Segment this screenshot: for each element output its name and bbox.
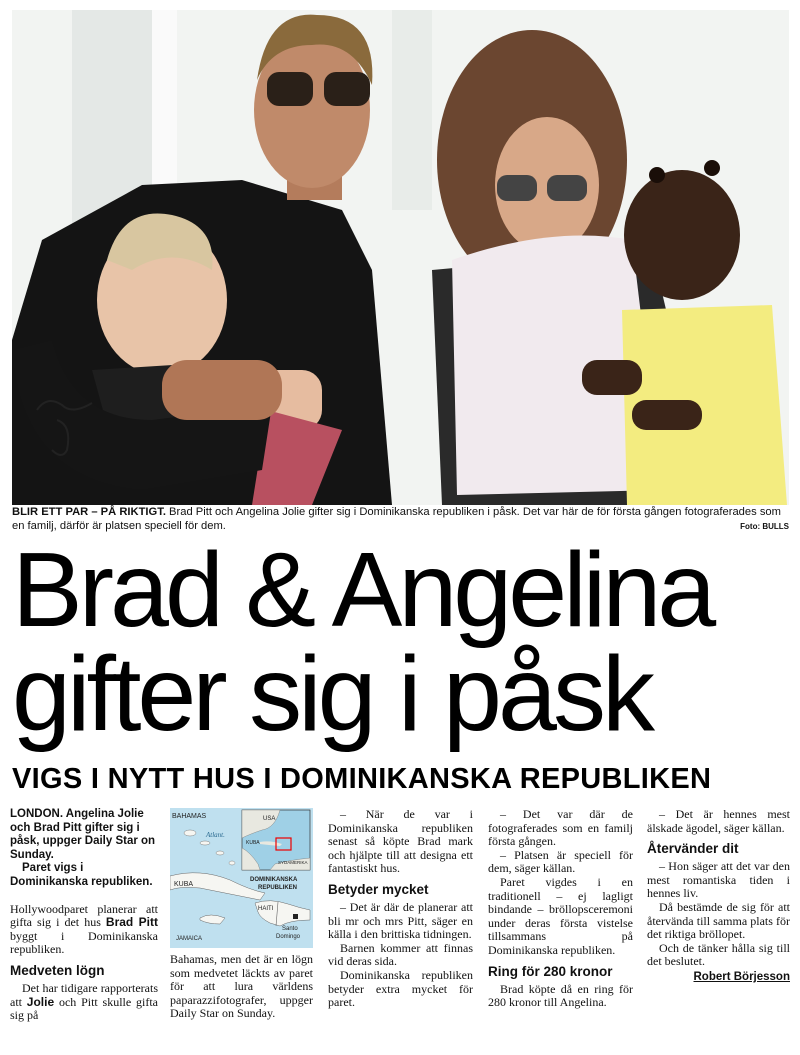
- map-graphic: [170, 808, 313, 948]
- article-column-1: [10, 808, 158, 1023]
- subheading: Ring för 280 kronor: [488, 963, 613, 979]
- map-label-bahamas: BAHAMAS: [172, 813, 207, 820]
- intro-2: Paret vigs i Dominikanska republiken.: [10, 862, 153, 888]
- family-photo: [12, 10, 789, 505]
- map-label-atlantic: Atlant.: [206, 831, 225, 839]
- paragraph: [10, 903, 158, 957]
- paragraph-text: och Pitt skulle gifta sig på: [10, 994, 158, 1023]
- article-column-3: [328, 808, 473, 1010]
- kicker: VIGS I NYTT HUS I DOMINIKANSKA REPUBLIKEN: [12, 763, 712, 795]
- byline: Robert Börjesson: [693, 970, 790, 983]
- subheading: Medveten lögn: [10, 962, 105, 978]
- map-label-jamaica: JAMAICA: [176, 936, 203, 942]
- map-label-kuba: KUBA: [174, 881, 194, 888]
- person-name: Brad Pitt: [105, 915, 158, 930]
- subheading: Betyder mycket: [328, 881, 429, 897]
- map-label-usa: USA: [263, 816, 276, 822]
- paragraph-text: Hollywoodparet planerar att gifta sig i det hus: [10, 901, 158, 930]
- person-name: Jolie: [26, 994, 55, 1009]
- paragraph: – Det var där de fotograferades som en familj första gången.: [488, 807, 633, 849]
- intro-text: Angelina Jolie och Brad Pitt gifter sig i påsk, uppger Daily Star on Sunday.: [10, 808, 156, 861]
- map-label-haiti: HAITI: [258, 906, 274, 912]
- map-label-republiken: REPUBLIKEN: [258, 885, 298, 891]
- paragraph: – Platsen är speciell för dem, säger källan.: [488, 847, 633, 876]
- subheading: Återvänder dit: [647, 841, 739, 857]
- caribbean-map: [170, 808, 313, 948]
- article-column-2: [170, 953, 313, 1021]
- map-label-santo: Santo: [282, 926, 298, 932]
- paragraph: Då bestämde de sig för att återvända till samma plats för det riktiga bröllopet.: [647, 899, 790, 942]
- headline-line-1: Brad & Angelina: [12, 531, 713, 649]
- map-label-domingo: Domingo: [276, 934, 301, 940]
- headline: [12, 531, 792, 753]
- paragraph: Bahamas, men det är en lögn som medvetet läckts av paret för att lura världens paparazzifotografer, uppger Daily Star on Sunday.: [170, 952, 313, 1021]
- paragraph: Dominikanska republiken betyder extra mycket för paret.: [328, 967, 473, 1010]
- paragraph: Brad köpte då en ring för 280 kronor till Angelina.: [488, 981, 633, 1010]
- paragraph: [10, 982, 158, 1023]
- caption-text: Brad Pitt och Angelina Jolie gifter sig i Dominikanska republiken i påsk. Det var här de för första gången fotograferades som en familj, därför är platsen speciell för dem.: [12, 506, 781, 532]
- paragraph: Barnen kommer att finnas vid deras sida.: [328, 940, 473, 969]
- article-column-4: [488, 808, 633, 1010]
- photo-illustration: [12, 10, 789, 505]
- map-label-kuba-inset: KUBA: [246, 840, 260, 846]
- paragraph: Och de tänker hålla sig till det beslutet.: [647, 940, 790, 969]
- caption-lead: BLIR ETT PAR – PÅ RIKTIGT.: [12, 506, 166, 518]
- article-column-5: [647, 808, 790, 985]
- headline-line-2: gifter sig i påsk: [12, 635, 651, 753]
- paragraph: – Hon säger att det var den mest romantiska tiden i hennes liv.: [647, 859, 790, 901]
- photo-caption: [12, 505, 789, 533]
- map-label-sydamerika: SYDAMERIKA: [278, 860, 308, 865]
- paragraph-text: byggt i Dominikanska republiken.: [10, 928, 158, 957]
- paragraph: Paret vigdes i en traditionell – ej lagligt bindande – bröllopsceremoni under deras första vistelse tillsammans på Dominikanska republiken.: [488, 874, 633, 957]
- photo-credit: Foto: BULLS: [740, 522, 789, 531]
- paragraph: – Det är hennes mest älskade ägodel, säger källan.: [647, 807, 790, 835]
- paragraph-text: Det har tidigare rapporterats att: [10, 980, 158, 1009]
- dateline: LONDON.: [10, 808, 64, 820]
- paragraph: – När de var i Dominikanska republiken senast så köpte Brad mark och hjälpte till att designa ett fantastiskt hus.: [328, 807, 473, 876]
- paragraph: – Det är där de planerar att bli mr och mrs Pitt, säger en källa i den brittiska tidningen.: [328, 899, 473, 942]
- intro: [10, 808, 158, 862]
- map-label-dominikanska: DOMINIKANSKA: [250, 877, 298, 883]
